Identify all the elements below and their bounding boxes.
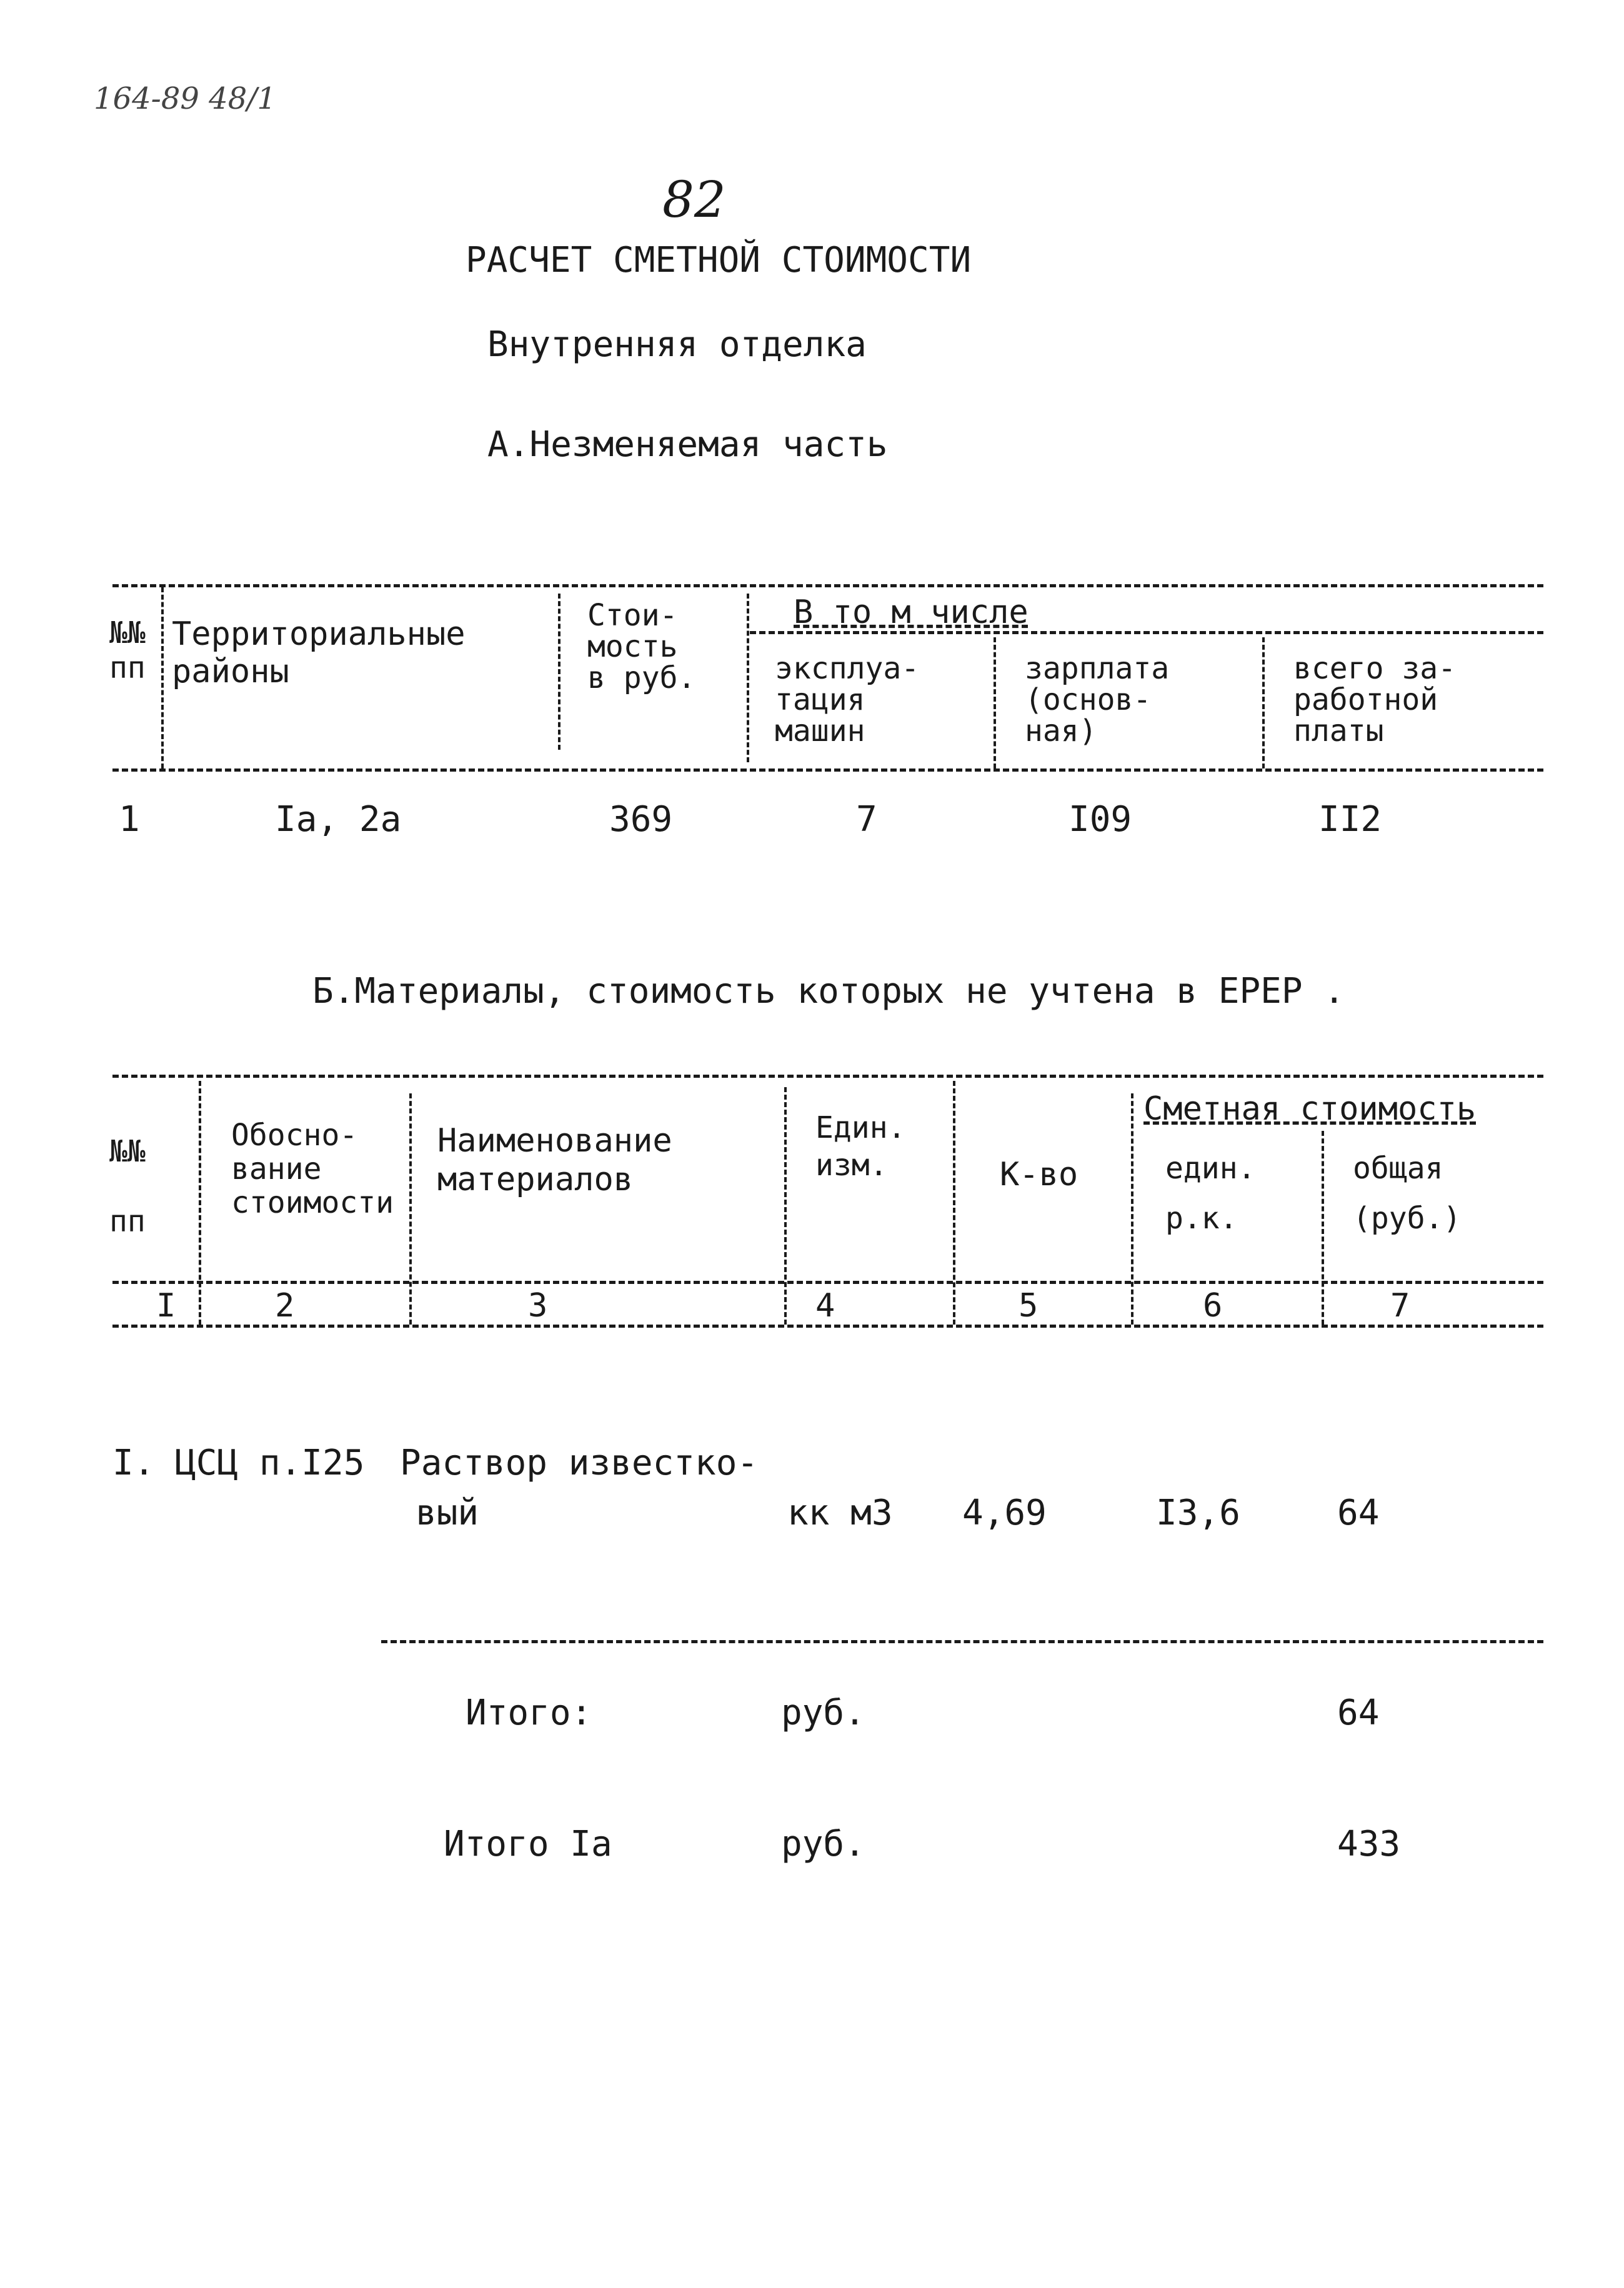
section-b-colnum-rule [112, 1325, 1543, 1328]
row-wage: I09 [1069, 799, 1132, 840]
section-a-sub-rule [750, 631, 1543, 634]
item-num: I. [112, 1443, 155, 1483]
header-including: В то м числе [794, 594, 1029, 631]
row-machines: 7 [856, 799, 877, 840]
total-label: Итого: [466, 1693, 592, 1733]
col-number-7: 7 [1390, 1287, 1410, 1325]
total-value: 64 [1337, 1693, 1380, 1733]
col-number-5: 5 [1019, 1287, 1039, 1325]
grand-total-unit: руб. [781, 1824, 865, 1864]
section-b-header-rule [112, 1281, 1543, 1284]
col-number-2: 2 [275, 1287, 295, 1325]
col-number-3: 3 [528, 1287, 548, 1325]
header-name: Наименование материалов [437, 1122, 672, 1198]
header-unit: Един. изм. [815, 1110, 906, 1183]
item-total: 64 [1337, 1493, 1380, 1533]
totals-rule [381, 1640, 1543, 1643]
header-cost: Стои- мость в руб. [587, 598, 696, 695]
item-unit-price: I3,6 [1156, 1493, 1240, 1533]
header-estimate: Сметная стоимость [1143, 1090, 1477, 1128]
section-a-heading: А.Незменяемая часть [487, 424, 888, 465]
section-b-top-rule [112, 1075, 1543, 1078]
header-unit-price: един. р.к. [1165, 1151, 1256, 1236]
grand-total-value: 433 [1337, 1824, 1401, 1864]
row-total-wage: II2 [1318, 799, 1382, 840]
header-total-wage: всего за- работной платы [1293, 651, 1457, 749]
header-num: №№ пп [109, 615, 146, 685]
page-number: 82 [662, 171, 726, 229]
total-unit: руб. [781, 1693, 865, 1733]
header-machines: эксплуа- тация машин [775, 651, 920, 749]
section-a-top-rule [112, 584, 1543, 587]
header-num: №№ пп [109, 1134, 146, 1239]
col-number-1: I [156, 1287, 176, 1325]
header-total: общая (руб.) [1353, 1151, 1462, 1236]
col-number-6: 6 [1203, 1287, 1223, 1325]
row-regions: Iа, 2а [275, 799, 402, 840]
document-subtitle: Внутренняя отделка [487, 324, 867, 365]
item-unit: кк м3 [787, 1493, 893, 1533]
section-a-header-rule [112, 768, 1543, 772]
item-basis: ЦСЦ п.I25 [175, 1443, 365, 1483]
item-name-line1: Раствор известко- [400, 1443, 759, 1483]
item-qty: 4,69 [962, 1493, 1047, 1533]
header-qty: К-во [1000, 1156, 1079, 1193]
row-cost: 369 [609, 799, 673, 840]
row-num: 1 [119, 799, 140, 840]
archive-mark: 164-89 48/1 [94, 81, 276, 116]
item-name-line2: вый [416, 1493, 479, 1533]
header-wage: зарплата (основ- ная) [1025, 651, 1170, 749]
document-title: РАСЧЕТ СМЕТНОЙ СТОИМОСТИ [466, 240, 972, 281]
col-number-4: 4 [815, 1287, 835, 1325]
header-regions: Территориальные районы [172, 615, 466, 690]
section-b-heading: Б.Материалы, стоимость которых не учтена в ЕРЕР . [312, 971, 1345, 1012]
header-basis: Обосно- вание стоимости [231, 1118, 394, 1220]
grand-total-label: Итого Iа [444, 1824, 612, 1864]
